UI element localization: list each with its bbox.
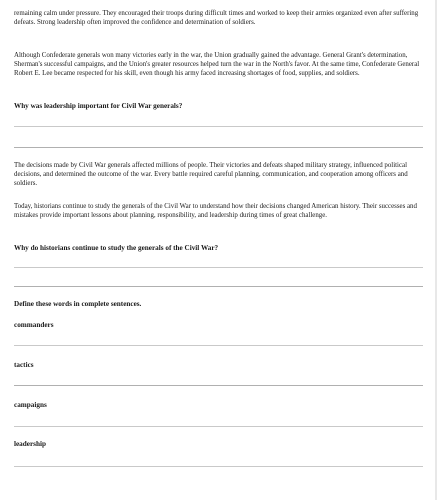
answer-line[interactable] bbox=[14, 466, 423, 467]
question-1: Why was leadership important for Civil War generals? bbox=[14, 102, 183, 110]
answer-line[interactable] bbox=[14, 126, 423, 127]
vocab-term: leadership bbox=[14, 440, 46, 448]
answer-line[interactable] bbox=[14, 345, 423, 346]
answer-line[interactable] bbox=[14, 286, 423, 287]
passage-paragraph: Although Confederate generals won many victories early in the war, the Union gradually gained the advantage. General Grant's determination, Sherman's successful campaigns, and the Union's greater resources helped turn the war in the North's favor. At the same time, Confederate General Robert E. Lee became respected for his skill, even though his army faced increasing shortages of food, supplies, and soldiers. bbox=[14, 52, 420, 78]
answer-line[interactable] bbox=[14, 385, 423, 386]
vocab-term: commanders bbox=[14, 321, 54, 329]
question-2: Why do historians continue to study the generals of the Civil War? bbox=[14, 244, 219, 252]
vocab-term: campaigns bbox=[14, 401, 47, 409]
passage-paragraph: Today, historians continue to study the generals of the Civil War to understand how their decisions changed American history. Their successes and mistakes provide important lessons about planning, responsibility, and leadership during times of great challenge. bbox=[14, 203, 417, 220]
passage-paragraph: remaining calm under pressure. They encouraged their troops during difficult times and worked to keep their armies organized even after suffering defeats. Strong leadership often improved the confidence and determination of soldiers. bbox=[14, 10, 419, 27]
answer-line[interactable] bbox=[14, 426, 423, 427]
passage-paragraph: The decisions made by Civil War generals affected millions of people. Their victories and defeats shaped military strategy, influenced political decisions, and determined the outcome of the war. Every battle required careful planning, communication, and cooperation among officers and soldiers. bbox=[14, 162, 408, 188]
vocab-term: tactics bbox=[14, 361, 34, 369]
answer-line[interactable] bbox=[14, 147, 423, 148]
answer-line[interactable] bbox=[14, 267, 423, 268]
vocab-instruction: Define these words in complete sentences. bbox=[14, 300, 142, 308]
